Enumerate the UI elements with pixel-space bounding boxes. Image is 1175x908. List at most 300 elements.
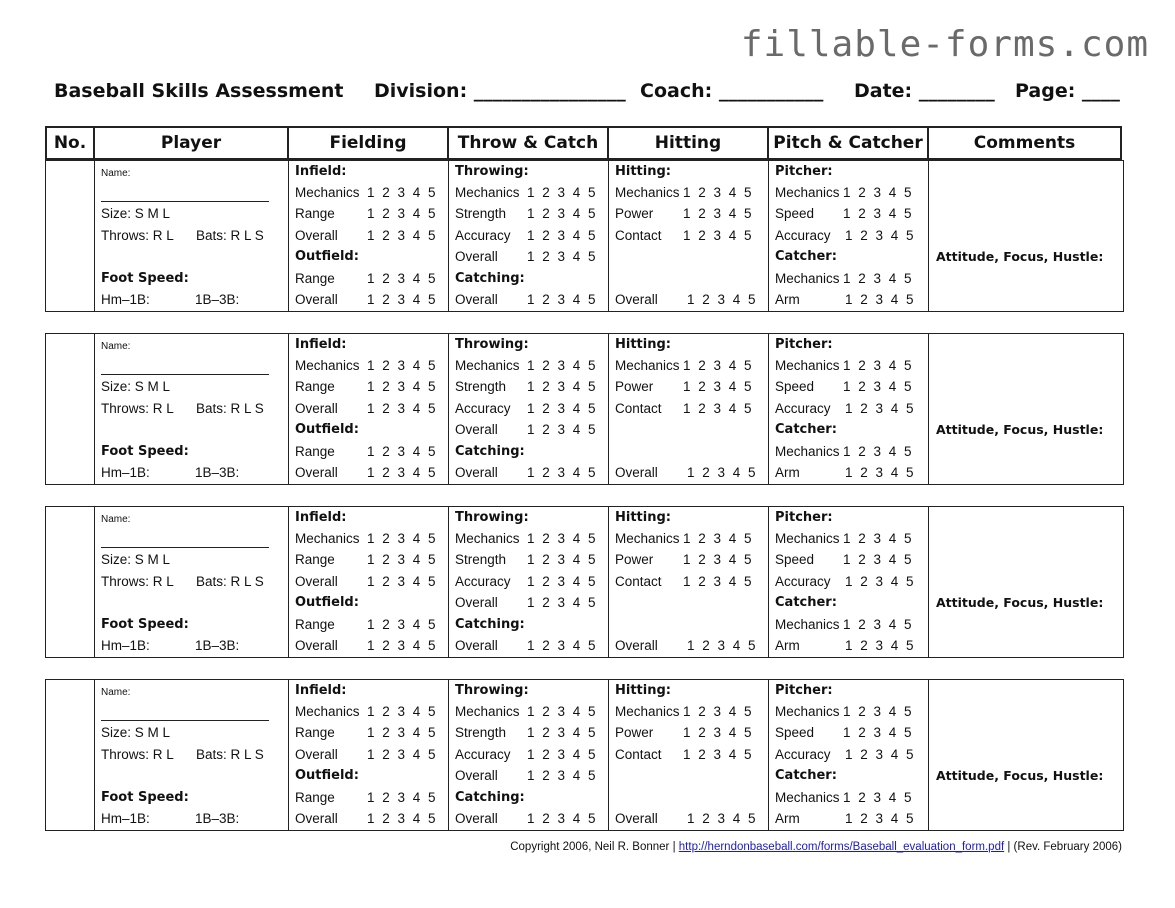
no-cell[interactable] bbox=[46, 161, 95, 311]
revision-text: | (Rev. February 2006) bbox=[1007, 841, 1122, 853]
rating-scale[interactable]: 1 2 3 4 5 bbox=[527, 292, 597, 307]
name-input-line[interactable] bbox=[101, 547, 269, 548]
bats-label[interactable]: Bats: R L S bbox=[196, 228, 264, 243]
rating-scale[interactable]: 1 2 3 4 5 bbox=[843, 552, 913, 567]
fielding-cell bbox=[288, 680, 449, 830]
rating-scale[interactable]: 1 2 3 4 5 bbox=[683, 401, 753, 416]
throwing-overall-label: Overall bbox=[455, 768, 498, 783]
throws-label[interactable]: Throws: R L bbox=[101, 747, 174, 762]
player-cell bbox=[94, 334, 289, 484]
rating-scale[interactable]: 1 2 3 4 5 bbox=[527, 747, 597, 762]
rating-scale[interactable]: 1 2 3 4 5 bbox=[367, 358, 437, 373]
throws-label[interactable]: Throws: R L bbox=[101, 401, 174, 416]
pitch-catcher-cell bbox=[768, 161, 929, 311]
rating-scale[interactable]: 1 2 3 4 5 bbox=[367, 790, 437, 805]
rating-scale[interactable]: 1 2 3 4 5 bbox=[527, 401, 597, 416]
player-block bbox=[45, 506, 1124, 658]
form-title: Baseball Skills Assessment bbox=[54, 80, 344, 102]
hitting-overall-label: Overall bbox=[615, 465, 658, 480]
rating-scale[interactable]: 1 2 3 4 5 bbox=[687, 811, 757, 826]
throwing-strength-label: Strength bbox=[455, 552, 507, 567]
throwing-overall[interactable] bbox=[455, 595, 597, 611]
throwing-overall-label: Overall bbox=[455, 422, 498, 437]
rating-scale[interactable]: 1 2 3 4 5 bbox=[367, 725, 437, 740]
infield-mechanics-label: Mechanics bbox=[295, 358, 360, 373]
hitting-overall[interactable] bbox=[615, 811, 757, 827]
rating-scale[interactable]: 1 2 3 4 5 bbox=[367, 552, 437, 567]
throwing-strength[interactable] bbox=[455, 379, 597, 395]
hitting-mechanics-label: Mechanics bbox=[615, 358, 680, 373]
rating-scale[interactable]: 1 2 3 4 5 bbox=[367, 292, 437, 307]
bats-label[interactable]: Bats: R L S bbox=[196, 747, 264, 762]
pitcher-label: Pitcher: bbox=[775, 683, 833, 698]
rating-scale[interactable]: 1 2 3 4 5 bbox=[527, 185, 597, 200]
infield-label: Infield: bbox=[295, 337, 347, 352]
infield-range-label: Range bbox=[295, 552, 335, 567]
rating-scale[interactable]: 1 2 3 4 5 bbox=[843, 531, 913, 546]
throwing-accuracy-label: Accuracy bbox=[455, 401, 511, 416]
hitting-mechanics[interactable] bbox=[615, 531, 753, 547]
rating-scale[interactable]: 1 2 3 4 5 bbox=[527, 811, 597, 826]
name-label: Name: bbox=[101, 687, 131, 698]
infield-range-label: Range bbox=[295, 206, 335, 221]
rating-scale[interactable]: 1 2 3 4 5 bbox=[683, 228, 753, 243]
hitting-contact[interactable] bbox=[615, 401, 753, 417]
rating-scale[interactable]: 1 2 3 4 5 bbox=[683, 206, 753, 221]
rating-scale[interactable]: 1 2 3 4 5 bbox=[527, 768, 597, 783]
1b-3b-label[interactable]: 1B–3B: bbox=[195, 465, 240, 480]
hitting-mechanics-label: Mechanics bbox=[615, 531, 680, 546]
catcher-arm[interactable] bbox=[775, 465, 915, 481]
catcher-mechanics-label: Mechanics bbox=[775, 271, 840, 286]
rating-scale[interactable]: 1 2 3 4 5 bbox=[843, 725, 913, 740]
infield-range[interactable] bbox=[295, 725, 437, 741]
hitting-power[interactable] bbox=[615, 379, 753, 395]
rating-scale[interactable]: 1 2 3 4 5 bbox=[845, 811, 915, 826]
rating-scale[interactable]: 1 2 3 4 5 bbox=[845, 638, 915, 653]
hitting-label: Hitting: bbox=[615, 510, 671, 525]
infield-overall[interactable] bbox=[295, 401, 437, 417]
pitcher-mechanics-label: Mechanics bbox=[775, 185, 840, 200]
foot-speed-label: Foot Speed: bbox=[101, 271, 189, 286]
no-cell[interactable] bbox=[46, 334, 95, 484]
rating-scale[interactable]: 1 2 3 4 5 bbox=[367, 444, 437, 459]
infield-overall-label: Overall bbox=[295, 401, 338, 416]
infield-label: Infield: bbox=[295, 683, 347, 698]
catcher-label: Catcher: bbox=[775, 595, 837, 610]
rating-scale[interactable]: 1 2 3 4 5 bbox=[845, 747, 915, 762]
rating-scale[interactable]: 1 2 3 4 5 bbox=[527, 206, 597, 221]
throwing-accuracy[interactable] bbox=[455, 228, 597, 244]
outfield-range-label: Range bbox=[295, 271, 335, 286]
pitcher-label: Pitcher: bbox=[775, 164, 833, 179]
throws-label[interactable]: Throws: R L bbox=[101, 228, 174, 243]
catching-label: Catching: bbox=[455, 617, 525, 632]
comments-cell[interactable] bbox=[928, 161, 1121, 311]
catcher-arm-label: Arm bbox=[775, 638, 800, 653]
hitting-mechanics[interactable] bbox=[615, 185, 753, 201]
player-block bbox=[45, 333, 1124, 485]
rating-scale[interactable]: 1 2 3 4 5 bbox=[527, 704, 597, 719]
pitcher-mechanics-label: Mechanics bbox=[775, 531, 840, 546]
rating-scale[interactable]: 1 2 3 4 5 bbox=[527, 422, 597, 437]
rating-scale[interactable]: 1 2 3 4 5 bbox=[527, 552, 597, 567]
infield-overall-label: Overall bbox=[295, 574, 338, 589]
pitcher-mechanics[interactable] bbox=[775, 358, 913, 374]
pitch-catcher-cell bbox=[768, 334, 929, 484]
throwing-mechanics[interactable] bbox=[455, 704, 597, 720]
hm-1b-label[interactable]: Hm–1B: bbox=[101, 465, 150, 480]
size-label[interactable]: Size: S M L bbox=[101, 206, 171, 221]
hitting-contact[interactable] bbox=[615, 747, 753, 763]
catcher-arm[interactable] bbox=[775, 292, 915, 308]
pitcher-speed[interactable] bbox=[775, 552, 913, 568]
infield-overall[interactable] bbox=[295, 747, 437, 763]
rating-scale[interactable]: 1 2 3 4 5 bbox=[367, 811, 437, 826]
pitcher-accuracy[interactable] bbox=[775, 747, 915, 763]
infield-mechanics[interactable] bbox=[295, 531, 437, 547]
infield-mechanics[interactable] bbox=[295, 358, 437, 374]
pitcher-speed-label: Speed bbox=[775, 552, 815, 567]
form-header bbox=[54, 80, 1134, 108]
name-label: Name: bbox=[101, 514, 131, 525]
col-comments: Comments bbox=[928, 127, 1121, 159]
col-player: Player bbox=[94, 127, 288, 159]
rating-scale[interactable]: 1 2 3 4 5 bbox=[527, 358, 597, 373]
pitcher-accuracy[interactable] bbox=[775, 228, 915, 244]
name-input-line[interactable] bbox=[101, 201, 269, 202]
catching-label: Catching: bbox=[455, 790, 525, 805]
hitting-contact[interactable] bbox=[615, 228, 753, 244]
hitting-contact-label: Contact bbox=[615, 747, 662, 762]
hitting-contact-label: Contact bbox=[615, 228, 662, 243]
rating-scale[interactable]: 1 2 3 4 5 bbox=[845, 292, 915, 307]
infield-range[interactable] bbox=[295, 379, 437, 395]
catching-overall-label: Overall bbox=[455, 638, 498, 653]
pitcher-accuracy-label: Accuracy bbox=[775, 401, 831, 416]
outfield-range-label: Range bbox=[295, 790, 335, 805]
throwing-accuracy-label: Accuracy bbox=[455, 574, 511, 589]
rating-scale[interactable]: 1 2 3 4 5 bbox=[367, 271, 437, 286]
pitcher-label: Pitcher: bbox=[775, 337, 833, 352]
col-hitting: Hitting bbox=[608, 127, 768, 159]
throw-catch-cell bbox=[448, 680, 609, 830]
name-label: Name: bbox=[101, 341, 131, 352]
throwing-accuracy[interactable] bbox=[455, 747, 597, 763]
pitch-catcher-cell bbox=[768, 680, 929, 830]
throwing-accuracy[interactable] bbox=[455, 401, 597, 417]
throwing-strength[interactable] bbox=[455, 725, 597, 741]
rating-scale[interactable]: 1 2 3 4 5 bbox=[683, 531, 753, 546]
fielding-cell bbox=[288, 161, 449, 311]
rating-scale[interactable]: 1 2 3 4 5 bbox=[843, 444, 913, 459]
outfield-label: Outfield: bbox=[295, 768, 359, 783]
throwing-label: Throwing: bbox=[455, 510, 529, 525]
hitting-mechanics[interactable] bbox=[615, 358, 753, 374]
hm-1b-label[interactable]: Hm–1B: bbox=[101, 292, 150, 307]
pitcher-mechanics[interactable] bbox=[775, 185, 913, 201]
outfield-overall[interactable] bbox=[295, 465, 437, 481]
rating-scale[interactable]: 1 2 3 4 5 bbox=[527, 379, 597, 394]
rating-scale[interactable]: 1 2 3 4 5 bbox=[367, 617, 437, 632]
rating-scale[interactable]: 1 2 3 4 5 bbox=[843, 185, 913, 200]
throwing-overall[interactable] bbox=[455, 768, 597, 784]
rating-scale[interactable]: 1 2 3 4 5 bbox=[843, 704, 913, 719]
1b-3b-label[interactable]: 1B–3B: bbox=[195, 811, 240, 826]
rating-scale[interactable]: 1 2 3 4 5 bbox=[845, 465, 915, 480]
hitting-overall[interactable] bbox=[615, 465, 757, 481]
catching-overall[interactable] bbox=[455, 292, 597, 308]
hm-1b-label[interactable]: Hm–1B: bbox=[101, 638, 150, 653]
outfield-overall-label: Overall bbox=[295, 292, 338, 307]
hitting-power-label: Power bbox=[615, 206, 654, 221]
throwing-strength[interactable] bbox=[455, 552, 597, 568]
catching-overall-label: Overall bbox=[455, 811, 498, 826]
catcher-mechanics[interactable] bbox=[775, 444, 913, 460]
rating-scale[interactable]: 1 2 3 4 5 bbox=[527, 574, 597, 589]
hitting-mechanics[interactable] bbox=[615, 704, 753, 720]
size-label[interactable]: Size: S M L bbox=[101, 552, 171, 567]
rating-scale[interactable]: 1 2 3 4 5 bbox=[683, 552, 753, 567]
rating-scale[interactable]: 1 2 3 4 5 bbox=[843, 617, 913, 632]
hitting-power-label: Power bbox=[615, 379, 654, 394]
catcher-label: Catcher: bbox=[775, 249, 837, 264]
rating-scale[interactable]: 1 2 3 4 5 bbox=[683, 379, 753, 394]
pitcher-mechanics-label: Mechanics bbox=[775, 704, 840, 719]
bats-label[interactable]: Bats: R L S bbox=[196, 401, 264, 416]
division-field[interactable]: Division: ________________ bbox=[374, 80, 626, 102]
rating-scale[interactable]: 1 2 3 4 5 bbox=[367, 747, 437, 762]
catcher-arm-label: Arm bbox=[775, 465, 800, 480]
no-cell[interactable] bbox=[46, 507, 95, 657]
rating-scale[interactable]: 1 2 3 4 5 bbox=[845, 228, 915, 243]
coach-field[interactable]: Coach: ___________ bbox=[640, 80, 824, 102]
rating-scale[interactable]: 1 2 3 4 5 bbox=[687, 292, 757, 307]
outfield-overall-label: Overall bbox=[295, 811, 338, 826]
pitcher-accuracy[interactable] bbox=[775, 574, 915, 590]
1b-3b-label[interactable]: 1B–3B: bbox=[195, 292, 240, 307]
outfield-range-label: Range bbox=[295, 444, 335, 459]
catching-overall-label: Overall bbox=[455, 292, 498, 307]
size-label[interactable]: Size: S M L bbox=[101, 725, 171, 740]
outfield-range[interactable] bbox=[295, 271, 437, 287]
attitude-label: Attitude, Focus, Hustle: bbox=[936, 249, 1104, 264]
throwing-mechanics[interactable] bbox=[455, 358, 597, 374]
outfield-label: Outfield: bbox=[295, 595, 359, 610]
rating-scale[interactable]: 1 2 3 4 5 bbox=[683, 747, 753, 762]
col-no: No. bbox=[46, 127, 94, 159]
rating-scale[interactable]: 1 2 3 4 5 bbox=[527, 531, 597, 546]
outfield-overall[interactable] bbox=[295, 292, 437, 308]
infield-mechanics-label: Mechanics bbox=[295, 185, 360, 200]
rating-scale[interactable]: 1 2 3 4 5 bbox=[683, 358, 753, 373]
pitcher-speed[interactable] bbox=[775, 725, 913, 741]
catching-overall[interactable] bbox=[455, 465, 597, 481]
infield-overall-label: Overall bbox=[295, 228, 338, 243]
player-cell bbox=[94, 680, 289, 830]
rating-scale[interactable]: 1 2 3 4 5 bbox=[367, 185, 437, 200]
page-field[interactable]: Page: ____ bbox=[1015, 80, 1120, 102]
name-input-line[interactable] bbox=[101, 720, 269, 721]
1b-3b-label[interactable]: 1B–3B: bbox=[195, 638, 240, 653]
catcher-arm-label: Arm bbox=[775, 811, 800, 826]
rating-scale[interactable]: 1 2 3 4 5 bbox=[527, 595, 597, 610]
pitcher-mechanics[interactable] bbox=[775, 531, 913, 547]
throwing-accuracy-label: Accuracy bbox=[455, 228, 511, 243]
hitting-power-label: Power bbox=[615, 725, 654, 740]
rating-scale[interactable]: 1 2 3 4 5 bbox=[367, 638, 437, 653]
throwing-overall[interactable] bbox=[455, 249, 597, 265]
throwing-overall-label: Overall bbox=[455, 249, 498, 264]
throwing-mechanics-label: Mechanics bbox=[455, 704, 520, 719]
rating-scale[interactable]: 1 2 3 4 5 bbox=[527, 228, 597, 243]
copyright-text: Copyright 2006, Neil R. Bonner | bbox=[510, 841, 676, 853]
rating-scale[interactable]: 1 2 3 4 5 bbox=[843, 206, 913, 221]
rating-scale[interactable]: 1 2 3 4 5 bbox=[367, 401, 437, 416]
outfield-overall-label: Overall bbox=[295, 465, 338, 480]
hm-1b-label[interactable]: Hm–1B: bbox=[101, 811, 150, 826]
infield-overall[interactable] bbox=[295, 574, 437, 590]
catcher-label: Catcher: bbox=[775, 768, 837, 783]
outfield-range[interactable] bbox=[295, 790, 437, 806]
throwing-mechanics-label: Mechanics bbox=[455, 531, 520, 546]
catcher-mechanics[interactable] bbox=[775, 617, 913, 633]
comments-cell[interactable] bbox=[928, 507, 1121, 657]
infield-mechanics-label: Mechanics bbox=[295, 704, 360, 719]
hitting-power[interactable] bbox=[615, 552, 753, 568]
hitting-overall[interactable] bbox=[615, 638, 757, 654]
catcher-arm[interactable] bbox=[775, 811, 915, 827]
pitcher-speed-label: Speed bbox=[775, 206, 815, 221]
attitude-label: Attitude, Focus, Hustle: bbox=[936, 595, 1104, 610]
outfield-range[interactable] bbox=[295, 444, 437, 460]
foot-speed-label: Foot Speed: bbox=[101, 790, 189, 805]
throwing-strength-label: Strength bbox=[455, 206, 507, 221]
foot-speed-label: Foot Speed: bbox=[101, 444, 189, 459]
infield-overall[interactable] bbox=[295, 228, 437, 244]
rating-scale[interactable]: 1 2 3 4 5 bbox=[367, 465, 437, 480]
pitcher-mechanics-label: Mechanics bbox=[775, 358, 840, 373]
catcher-mechanics[interactable] bbox=[775, 790, 913, 806]
size-label[interactable]: Size: S M L bbox=[101, 379, 171, 394]
rating-scale[interactable]: 1 2 3 4 5 bbox=[843, 790, 913, 805]
infield-range-label: Range bbox=[295, 725, 335, 740]
outfield-overall[interactable] bbox=[295, 638, 437, 654]
hitting-overall[interactable] bbox=[615, 292, 757, 308]
comments-cell[interactable] bbox=[928, 680, 1121, 830]
rating-scale[interactable]: 1 2 3 4 5 bbox=[845, 574, 915, 589]
throwing-accuracy[interactable] bbox=[455, 574, 597, 590]
name-input-line[interactable] bbox=[101, 374, 269, 375]
pitcher-mechanics[interactable] bbox=[775, 704, 913, 720]
fielding-cell bbox=[288, 334, 449, 484]
rating-scale[interactable]: 1 2 3 4 5 bbox=[683, 704, 753, 719]
catcher-arm[interactable] bbox=[775, 638, 915, 654]
throwing-accuracy-label: Accuracy bbox=[455, 747, 511, 762]
hitting-cell bbox=[608, 507, 769, 657]
throwing-strength[interactable] bbox=[455, 206, 597, 222]
rating-scale[interactable]: 1 2 3 4 5 bbox=[683, 185, 753, 200]
outfield-overall[interactable] bbox=[295, 811, 437, 827]
hitting-cell bbox=[608, 680, 769, 830]
rating-scale[interactable]: 1 2 3 4 5 bbox=[527, 638, 597, 653]
hitting-overall-label: Overall bbox=[615, 292, 658, 307]
catching-label: Catching: bbox=[455, 444, 525, 459]
pitcher-accuracy-label: Accuracy bbox=[775, 747, 831, 762]
form-link[interactable]: http://herndonbaseball.com/forms/Baseball_evaluation_form.pdf bbox=[678, 841, 1005, 853]
throwing-strength-label: Strength bbox=[455, 725, 507, 740]
throwing-strength-label: Strength bbox=[455, 379, 507, 394]
rating-scale[interactable]: 1 2 3 4 5 bbox=[367, 574, 437, 589]
throwing-mechanics[interactable] bbox=[455, 185, 597, 201]
rating-scale[interactable]: 1 2 3 4 5 bbox=[367, 206, 437, 221]
bats-label[interactable]: Bats: R L S bbox=[196, 574, 264, 589]
throw-catch-cell bbox=[448, 507, 609, 657]
throwing-label: Throwing: bbox=[455, 164, 529, 179]
col-throw-catch: Throw & Catch bbox=[448, 127, 608, 159]
throwing-mechanics[interactable] bbox=[455, 531, 597, 547]
col-fielding: Fielding bbox=[288, 127, 448, 159]
infield-mechanics[interactable] bbox=[295, 704, 437, 720]
infield-mechanics[interactable] bbox=[295, 185, 437, 201]
throwing-overall[interactable] bbox=[455, 422, 597, 438]
rating-scale[interactable]: 1 2 3 4 5 bbox=[367, 228, 437, 243]
hitting-mechanics-label: Mechanics bbox=[615, 704, 680, 719]
throws-label[interactable]: Throws: R L bbox=[101, 574, 174, 589]
hitting-power[interactable] bbox=[615, 206, 753, 222]
hitting-contact[interactable] bbox=[615, 574, 753, 590]
name-label: Name: bbox=[101, 168, 131, 179]
catcher-mechanics[interactable] bbox=[775, 271, 913, 287]
rating-scale[interactable]: 1 2 3 4 5 bbox=[367, 531, 437, 546]
rating-scale[interactable]: 1 2 3 4 5 bbox=[367, 379, 437, 394]
pitch-catcher-cell bbox=[768, 507, 929, 657]
comments-cell[interactable] bbox=[928, 334, 1121, 484]
pitcher-speed[interactable] bbox=[775, 379, 913, 395]
rating-scale[interactable]: 1 2 3 4 5 bbox=[687, 638, 757, 653]
pitcher-accuracy[interactable] bbox=[775, 401, 915, 417]
rating-scale[interactable]: 1 2 3 4 5 bbox=[527, 249, 597, 264]
pitcher-speed[interactable] bbox=[775, 206, 913, 222]
rating-scale[interactable]: 1 2 3 4 5 bbox=[843, 358, 913, 373]
no-cell[interactable] bbox=[46, 680, 95, 830]
catching-overall[interactable] bbox=[455, 638, 597, 654]
throwing-mechanics-label: Mechanics bbox=[455, 358, 520, 373]
catching-overall[interactable] bbox=[455, 811, 597, 827]
pitcher-accuracy-label: Accuracy bbox=[775, 574, 831, 589]
rating-scale[interactable]: 1 2 3 4 5 bbox=[527, 465, 597, 480]
catching-overall-label: Overall bbox=[455, 465, 498, 480]
rating-scale[interactable]: 1 2 3 4 5 bbox=[687, 465, 757, 480]
rating-scale[interactable]: 1 2 3 4 5 bbox=[843, 379, 913, 394]
hitting-power[interactable] bbox=[615, 725, 753, 741]
infield-range[interactable] bbox=[295, 552, 437, 568]
rating-scale[interactable]: 1 2 3 4 5 bbox=[683, 574, 753, 589]
rating-scale[interactable]: 1 2 3 4 5 bbox=[845, 401, 915, 416]
hitting-label: Hitting: bbox=[615, 164, 671, 179]
infield-mechanics-label: Mechanics bbox=[295, 531, 360, 546]
date-field[interactable]: Date: ________ bbox=[854, 80, 995, 102]
infield-range[interactable] bbox=[295, 206, 437, 222]
outfield-overall-label: Overall bbox=[295, 638, 338, 653]
outfield-range[interactable] bbox=[295, 617, 437, 633]
attitude-label: Attitude, Focus, Hustle: bbox=[936, 422, 1104, 437]
throwing-label: Throwing: bbox=[455, 337, 529, 352]
rating-scale[interactable]: 1 2 3 4 5 bbox=[527, 725, 597, 740]
rating-scale[interactable]: 1 2 3 4 5 bbox=[843, 271, 913, 286]
rating-scale[interactable]: 1 2 3 4 5 bbox=[367, 704, 437, 719]
rating-scale[interactable]: 1 2 3 4 5 bbox=[683, 725, 753, 740]
